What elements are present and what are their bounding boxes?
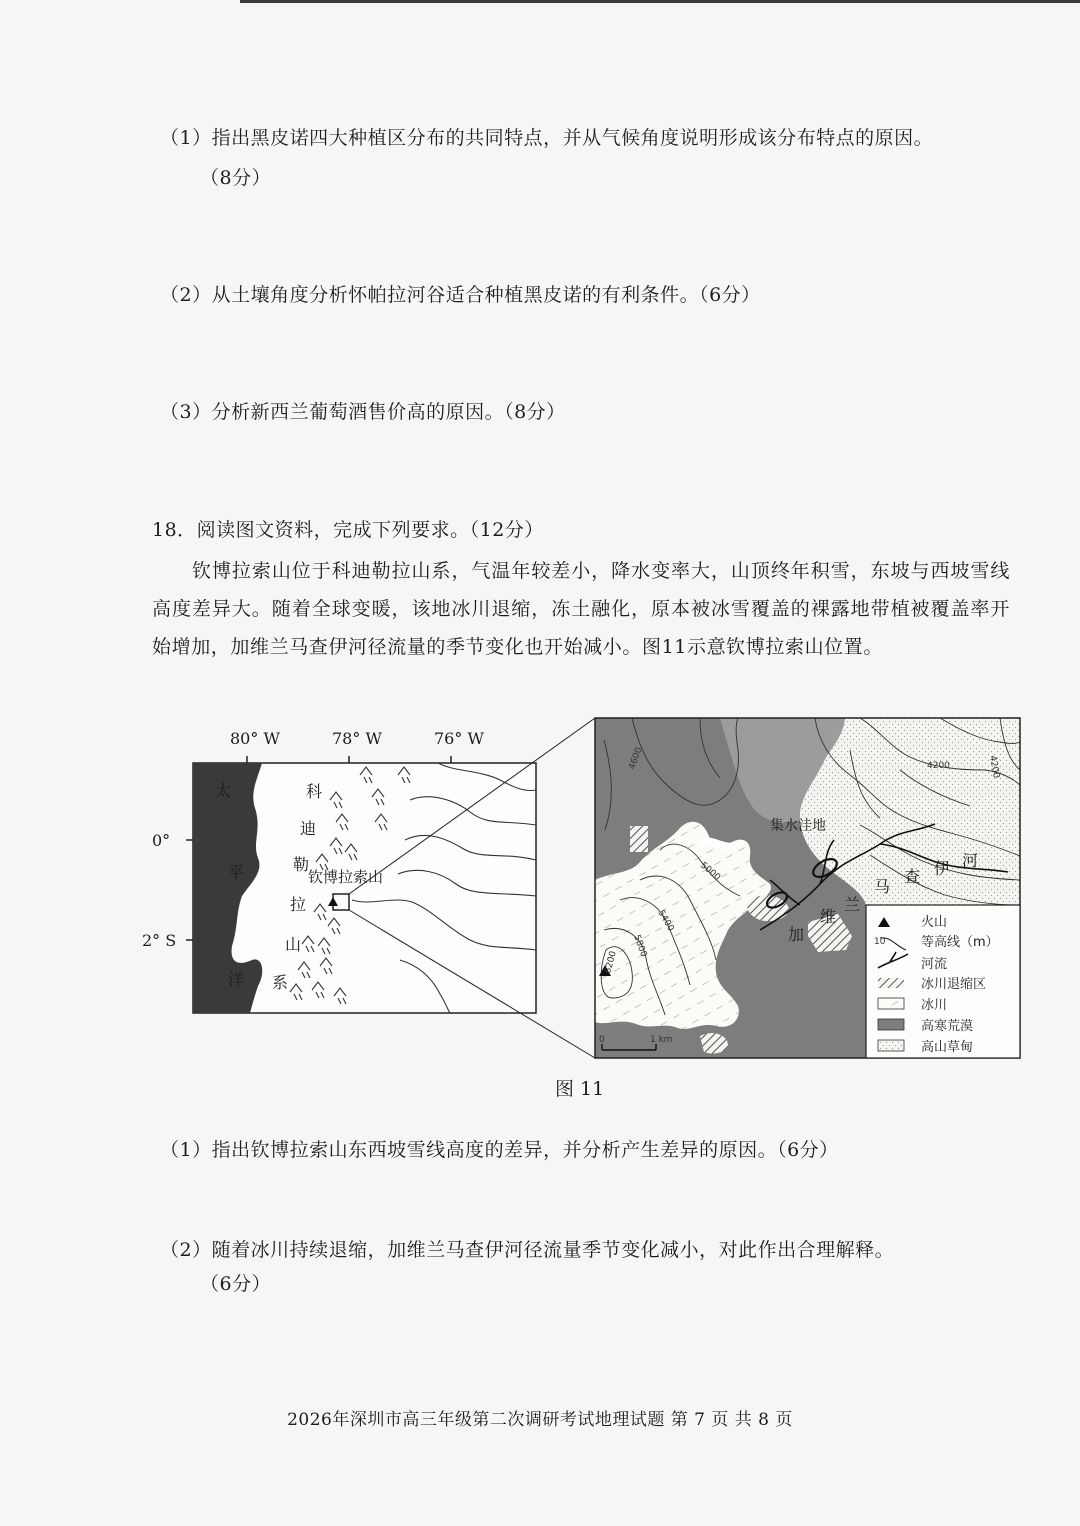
range-char-6: 系: [272, 973, 289, 992]
ocean-char-3: 洋: [228, 970, 245, 989]
question-17-1-line1: （1）指出黑皮诺四大种植区分布的共同特点，并从气候角度说明形成该分布特点的原因。: [160, 127, 934, 149]
legend-alpine-desert-icon: [878, 1019, 904, 1030]
river-char-1: 加: [788, 925, 805, 944]
legend-glacier-retreat-icon: [878, 978, 904, 988]
question-18-2-line2: （6分）: [200, 1273, 272, 1295]
question-18-paragraph: 钦博拉索山位于科迪勒拉山系，气温年较差小，降水变率大，山顶终年积雪，东坡与西坡雪线高度差异大。随着全球变暖，该地冰川退缩，冻土融化，原本被冰雪覆盖的裸露地带植被覆盖率开始增加，加维兰马查伊河径流量的季节变化也开始减小。图11示意钦博拉索山位置。: [152, 560, 1010, 658]
range-char-4: 拉: [290, 895, 307, 914]
question-17-3: （3）分析新西兰葡萄酒售价高的原因。（8分）: [160, 401, 566, 423]
river-char-7: 河: [962, 851, 979, 870]
question-18-heading: 18．阅读图文资料，完成下列要求。（12分）: [152, 519, 544, 541]
river-char-3: 兰: [844, 895, 861, 914]
legend-label-glacier: 冰川: [921, 998, 948, 1013]
legend-label-alpine-desert: 高寒荒漠: [921, 1019, 974, 1034]
river-char-4: 马: [874, 877, 891, 896]
legend-contour-sample: 10: [874, 937, 886, 947]
catchment-label: 集水洼地: [770, 818, 826, 834]
legend-glacier-icon: [878, 998, 904, 1009]
river-char-6: 伊: [934, 859, 951, 878]
page-footer: 2026年深圳市高三年级第二次调研考试地理试题 第 7 页 共 8 页: [287, 1410, 793, 1430]
question-17-1-line2: （8分）: [200, 167, 272, 189]
lat-label-0: 0°: [152, 831, 171, 850]
contour-label-5400: 5400: [655, 908, 676, 934]
question-18-2-line1: （2）随着冰川持续退缩，加维兰马查伊河径流量季节变化减小，对此作出合理解释。: [160, 1239, 895, 1261]
range-char-1: 科: [306, 782, 323, 801]
lon-label-80w: 80° W: [230, 729, 280, 748]
legend-label-alpine-meadow: 高山草甸: [921, 1040, 974, 1055]
legend-alpine-meadow-icon: [878, 1040, 904, 1051]
contour-label-4200-a: 4200: [927, 761, 950, 771]
scale-end: 1 km: [650, 1035, 673, 1045]
left-map: [142, 729, 536, 1013]
contour-label-4200-b: 4200: [987, 754, 1001, 780]
contour-label-4600: 4600: [627, 746, 645, 772]
question-17-2: （2）从土壤角度分析怀帕拉河谷适合种植黑皮诺的有利条件。（6分）: [160, 284, 761, 306]
lon-label-76w: 76° W: [434, 729, 484, 748]
lat-label-2s: 2° S: [142, 931, 177, 950]
question-18-1: （1）指出钦博拉索山东西坡雪线高度的差异，并分析产生差异的原因。（6分）: [160, 1139, 839, 1161]
contour-label-6200: 6200: [603, 950, 619, 975]
range-char-3: 勒: [293, 855, 310, 874]
legend-label-glacier-retreat: 冰川退缩区: [921, 977, 987, 992]
contour-label-5800: 5800: [631, 933, 649, 959]
river-char-5: 查: [904, 867, 921, 886]
lon-label-78w: 78° W: [332, 729, 382, 748]
scale-start: 0: [599, 1035, 605, 1045]
range-char-2: 迪: [300, 819, 317, 838]
ocean-char-2: 平: [228, 863, 245, 882]
legend-label-contour: 等高线（m）: [921, 935, 999, 950]
contour-label-5000: 5000: [698, 860, 723, 884]
chimborazo-label: 钦博拉索山: [308, 868, 384, 886]
right-map: [595, 718, 1020, 1058]
range-char-5: 山: [285, 935, 302, 954]
legend-label-volcano: 火山: [921, 915, 948, 930]
legend-label-river: 河流: [921, 957, 948, 972]
glacier-retreat-patch: [630, 826, 648, 852]
legend: [866, 905, 1020, 1058]
river-char-2: 维: [820, 907, 837, 926]
figure-caption: 图 11: [555, 1078, 605, 1100]
ocean-char-1: 太: [215, 781, 232, 800]
